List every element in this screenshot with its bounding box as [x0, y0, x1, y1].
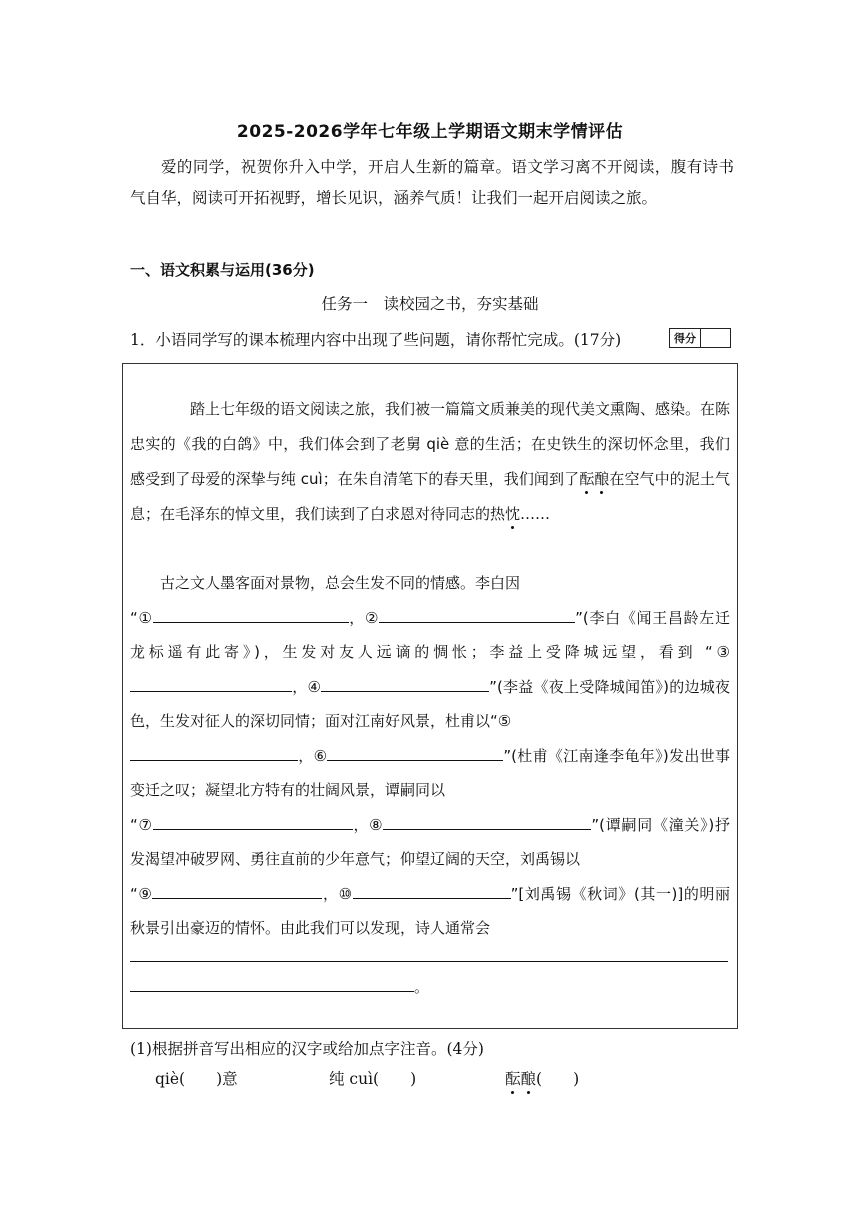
answer-line-1[interactable]	[130, 961, 728, 962]
dotted-char: 酝	[579, 470, 595, 488]
text-segment: “③	[704, 643, 730, 661]
text-segment: ……	[520, 505, 551, 523]
dotted-char: 忱	[505, 505, 521, 523]
text-segment: “①	[130, 608, 153, 627]
question-1: 1．小语同学写的课本梳理内容中出现了些问题，请你帮忙完成。(17分)	[130, 331, 622, 349]
text-segment: ”(李白《闻王昌龄左迁龙标遥有此寄》)，生发对友人远谪的惆怅；李益上受降城远望，看到	[130, 608, 731, 661]
score-box[interactable]	[669, 328, 731, 348]
page-title: 2025-2026学年七年级上学期语文期末学情评估	[236, 122, 624, 142]
text-segment: ”(杜甫《江南逢李龟年》)发出世事变迁之叹；凝望北方特有的壮阔风景，谭嗣同以	[130, 746, 730, 799]
text-segment: “⑨	[130, 884, 153, 903]
text-segment: ，⑧	[352, 815, 384, 834]
answer-line-2[interactable]	[130, 991, 414, 992]
dotted-char: 酝	[505, 1070, 521, 1088]
blank-1[interactable]	[153, 607, 349, 623]
box-paragraph-2	[130, 566, 730, 946]
blank-3[interactable]	[130, 676, 292, 692]
text-segment: ，⑥	[298, 746, 328, 765]
box-paragraph-1	[130, 392, 730, 532]
text-segment: ”[刘禹锡《秋词》(其一)]的明丽秋景引出豪迈的情怀。由此我们可以发现，诗人通常会	[130, 884, 731, 937]
blank-2[interactable]	[379, 607, 575, 623]
text-segment: “⑦	[130, 815, 153, 834]
score-input[interactable]	[701, 329, 730, 347]
blank-8[interactable]	[383, 814, 591, 830]
text-segment: ，②	[348, 608, 380, 627]
answer-qie[interactable]: qiè( )意	[155, 1070, 238, 1088]
score-label: 得分	[670, 329, 701, 347]
dotted-char: 酿	[594, 470, 610, 488]
dotted-char: 酿	[520, 1070, 537, 1088]
blank-9[interactable]	[152, 883, 322, 899]
blank-7[interactable]	[153, 814, 353, 830]
text-segment: ，④	[292, 677, 322, 696]
text-segment: 古之文人墨客面对景物，总会生发不同的情感。李白因	[160, 574, 521, 592]
answer-yunniang[interactable]	[505, 1067, 579, 1089]
text-segment: ”(谭嗣同《潼关》)抒发渴望冲破罗网、勇往直前的少年意气；仰望辽阔的天空，刘禹锡以	[130, 815, 731, 868]
text-segment: 踏上七年级的语文阅读之旅，我们被一篇篇文质兼美的现代美文熏陶、感染。在陈忠实的《我的白鸽》中，我们体会到了老舅 qiè 意的生活；在史铁生的深切怀念里，我们感受到了母爱的深挚与纯 cuì；在朱自清笔下的春天里，我们闻到了	[130, 400, 731, 488]
text-segment: ，⑩	[322, 884, 353, 903]
intro-paragraph: 爱的同学，祝贺你升入中学，开启人生新的篇章。语文学习离不开阅读，腹有诗书气自华，阅读可开拓视野，增长见识，涵养气质！让我们一起开启阅读之旅。	[130, 158, 734, 207]
sub-question-1: (1)根据拼音写出相应的汉字或给加点字注音。(4分)	[130, 1040, 484, 1058]
blank-5[interactable]	[130, 745, 298, 761]
text-segment: 在空气中的泥土气息；在毛泽东的悼文里，我们读到了白求恩对待同志的热	[130, 470, 730, 523]
text-segment: ”(李益《夜上受降城闻笛》)的边城夜色，生发对征人的深切同情；面对江南好风景，杜甫以“⑤	[130, 677, 730, 730]
blank-4[interactable]	[321, 676, 489, 692]
task-heading: 任务一 读校园之书，夯实基础	[321, 295, 539, 313]
section-heading: 一、语文积累与运用(36分)	[130, 261, 315, 279]
blank-6[interactable]	[327, 745, 503, 761]
blank-10[interactable]	[353, 883, 511, 899]
sentence-end: 。	[414, 978, 430, 996]
answer-cui[interactable]: 纯 cuì( )	[329, 1070, 417, 1088]
text-segment: ( )	[536, 1070, 580, 1088]
